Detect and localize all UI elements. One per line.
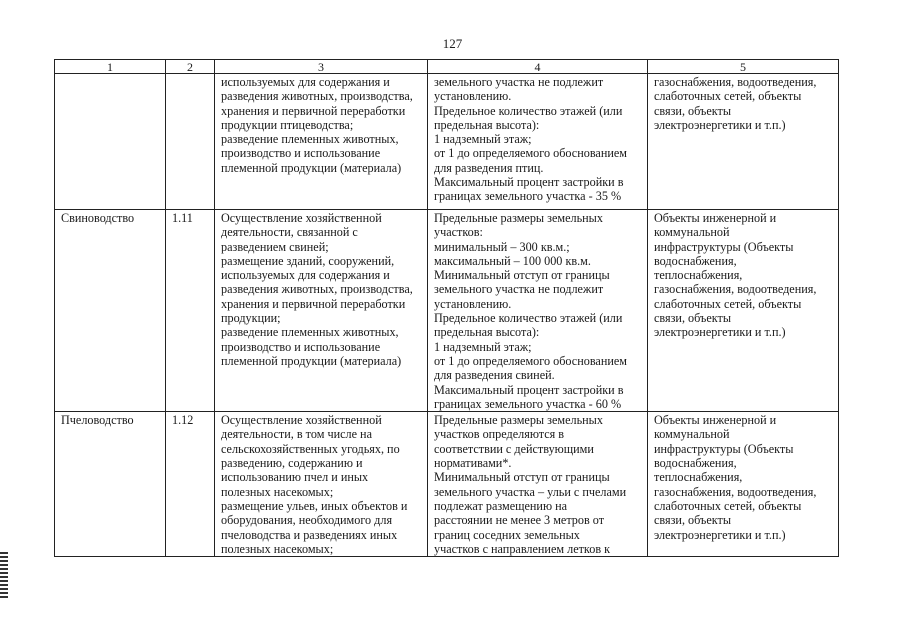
page-number: 127 xyxy=(442,36,463,51)
cell-line: связи, объекты xyxy=(654,513,732,528)
cell-line: нормативами*. xyxy=(434,456,512,471)
cell-line: земельного участка – ульи с пчелами xyxy=(434,484,627,499)
parameters-cell xyxy=(428,210,648,412)
cell-line: минимальный – 300 кв.м.; xyxy=(434,239,570,254)
cell-line: племенной продукции (материала) xyxy=(221,353,402,368)
use-type-name-cell: Пчеловодство xyxy=(55,412,166,557)
cell-line: участков определяются в xyxy=(434,427,565,442)
cell-line: инфраструктуры (Объекты xyxy=(654,239,794,254)
cell-line: электроэнергетики и т.п.) xyxy=(654,117,786,132)
cell-line: от 1 до определяемого обоснованием xyxy=(434,353,627,368)
use-type-code-cell xyxy=(166,74,215,210)
cell-line: Минимальный отступ от границы xyxy=(434,268,610,283)
column-number-row xyxy=(55,60,839,74)
infrastructure-cell xyxy=(648,210,839,412)
cell-line: Предельные размеры земельных xyxy=(434,413,603,428)
column-header-1: 1 xyxy=(55,60,166,74)
cell-line: границ соседних земельных xyxy=(434,527,580,542)
use-type-code-cell: 1.12 xyxy=(166,412,215,557)
cell-line: установлению. xyxy=(434,296,512,311)
cell-line: деятельности, в том числе на xyxy=(221,427,372,442)
cell-line: продукции птицеводства; xyxy=(221,117,354,132)
cell-line: производство и использование xyxy=(221,146,381,161)
cell-line: соответствии с действующими xyxy=(434,441,594,456)
cell-line: племенной продукции (материала) xyxy=(221,160,402,175)
column-header-3: 3 xyxy=(215,60,428,74)
cell-line: слаботочных сетей, объекты xyxy=(654,89,802,104)
column-header-4: 4 xyxy=(428,60,648,74)
cell-line: разведение племенных животных, xyxy=(221,325,399,340)
cell-line: максимальный – 100 000 кв.м. xyxy=(434,253,591,268)
cell-line: связи, объекты xyxy=(654,103,732,118)
cell-line: газоснабжения, водоотведения, xyxy=(654,282,817,297)
cell-line: разведения животных, производства, xyxy=(221,89,413,104)
cell-line: участков с направлением летков к xyxy=(434,541,611,556)
cell-line: газоснабжения, водоотведения, xyxy=(654,75,817,89)
use-description-cell xyxy=(215,210,428,412)
cell-line: Максимальный процент застройки в xyxy=(434,175,624,190)
cell-line: газоснабжения, водоотведения, xyxy=(654,484,817,499)
cell-line: разведение племенных животных, xyxy=(221,132,399,147)
cell-line: подлежат размещению на xyxy=(434,498,568,513)
cell-line: слаботочных сетей, объекты xyxy=(654,498,802,513)
cell-line: инфраструктуры (Объекты xyxy=(654,441,794,456)
cell-line: хранения и первичной переработки xyxy=(221,103,406,118)
cell-line: разведения животных, производства, xyxy=(221,282,413,297)
infrastructure-cell xyxy=(648,412,839,557)
cell-line: деятельности, связанной с xyxy=(221,225,358,240)
table-row-pig-farming xyxy=(55,210,839,412)
cell-line: использованию пчел и иных xyxy=(221,470,369,485)
cell-line: Предельные размеры земельных xyxy=(434,211,603,225)
table-row-continuation xyxy=(55,74,839,210)
parameters-cell xyxy=(428,412,648,557)
cell-line: хранения и первичной переработки xyxy=(221,296,406,311)
table-row-beekeeping xyxy=(55,412,839,557)
cell-line: водоснабжения, xyxy=(654,456,737,471)
cell-line: сельскохозяйственных угодьях, по xyxy=(221,441,400,456)
use-type-name-cell xyxy=(55,74,166,210)
cell-line: предельная высота): xyxy=(434,117,540,132)
cell-line: разведению, содержанию и xyxy=(221,456,363,471)
cell-line: полезных насекомых; xyxy=(221,484,334,499)
cell-line: земельного участка не подлежит xyxy=(434,75,604,89)
cell-line: Осуществление хозяйственной xyxy=(221,211,382,225)
cell-line: Объекты инженерной и xyxy=(654,211,777,225)
cell-line: коммунальной xyxy=(654,225,730,240)
column-header-5: 5 xyxy=(648,60,839,74)
use-type-code-cell: 1.11 xyxy=(166,210,215,412)
cell-line: коммунальной xyxy=(654,427,730,442)
column-header-2: 2 xyxy=(166,60,215,74)
cell-line: для разведения птиц. xyxy=(434,160,544,175)
cell-line: Предельное количество этажей (или xyxy=(434,311,623,326)
cell-line: электроэнергетики и т.п.) xyxy=(654,527,786,542)
cell-line: Минимальный отступ от границы xyxy=(434,470,610,485)
cell-line: связи, объекты xyxy=(654,311,732,326)
cell-line: 1 надземный этаж; xyxy=(434,132,532,147)
scan-margin-marks xyxy=(0,552,8,598)
cell-line: теплоснабжения, xyxy=(654,470,743,485)
cell-line: используемых для содержания и xyxy=(221,75,390,89)
use-type-name-cell: Свиноводство xyxy=(55,210,166,412)
cell-line: Объекты инженерной и xyxy=(654,413,777,428)
cell-line: земельного участка не подлежит xyxy=(434,282,604,297)
cell-line: 1 надземный этаж; xyxy=(434,339,532,354)
cell-line: полезных насекомых; xyxy=(221,541,334,556)
cell-line: используемых для содержания и xyxy=(221,268,390,283)
cell-line: Осуществление хозяйственной xyxy=(221,413,382,428)
cell-line: расстоянии не менее 3 метров от xyxy=(434,513,605,528)
cell-line: оборудования, необходимого для xyxy=(221,513,393,528)
cell-line: теплоснабжения, xyxy=(654,268,743,283)
infrastructure-cell xyxy=(648,74,839,210)
cell-line: водоснабжения, xyxy=(654,253,737,268)
parameters-cell xyxy=(428,74,648,210)
cell-line: предельная высота): xyxy=(434,325,540,340)
cell-line: Максимальный процент застройки в xyxy=(434,382,624,397)
use-description-cell xyxy=(215,74,428,210)
cell-line: Предельное количество этажей (или xyxy=(434,103,623,118)
cell-line: продукции; xyxy=(221,311,281,326)
cell-line: границах земельного участка - 35 % xyxy=(434,189,622,204)
cell-line: пчеловодства и разведениях иных xyxy=(221,527,398,542)
cell-line: от 1 до определяемого обоснованием xyxy=(434,146,627,161)
cell-line: размещение зданий, сооружений, xyxy=(221,253,395,268)
cell-line: слаботочных сетей, объекты xyxy=(654,296,802,311)
cell-line: границах земельного участка - 60 % xyxy=(434,396,622,411)
cell-line: разведением свиней; xyxy=(221,239,329,254)
cell-line: участков: xyxy=(434,225,483,240)
cell-line: для разведения свиней. xyxy=(434,368,555,383)
use-description-cell xyxy=(215,412,428,557)
cell-line: электроэнергетики и т.п.) xyxy=(654,325,786,340)
land-use-table xyxy=(54,59,839,557)
cell-line: производство и использование xyxy=(221,339,381,354)
cell-line: установлению. xyxy=(434,89,512,104)
cell-line: размещение ульев, иных объектов и xyxy=(221,498,408,513)
